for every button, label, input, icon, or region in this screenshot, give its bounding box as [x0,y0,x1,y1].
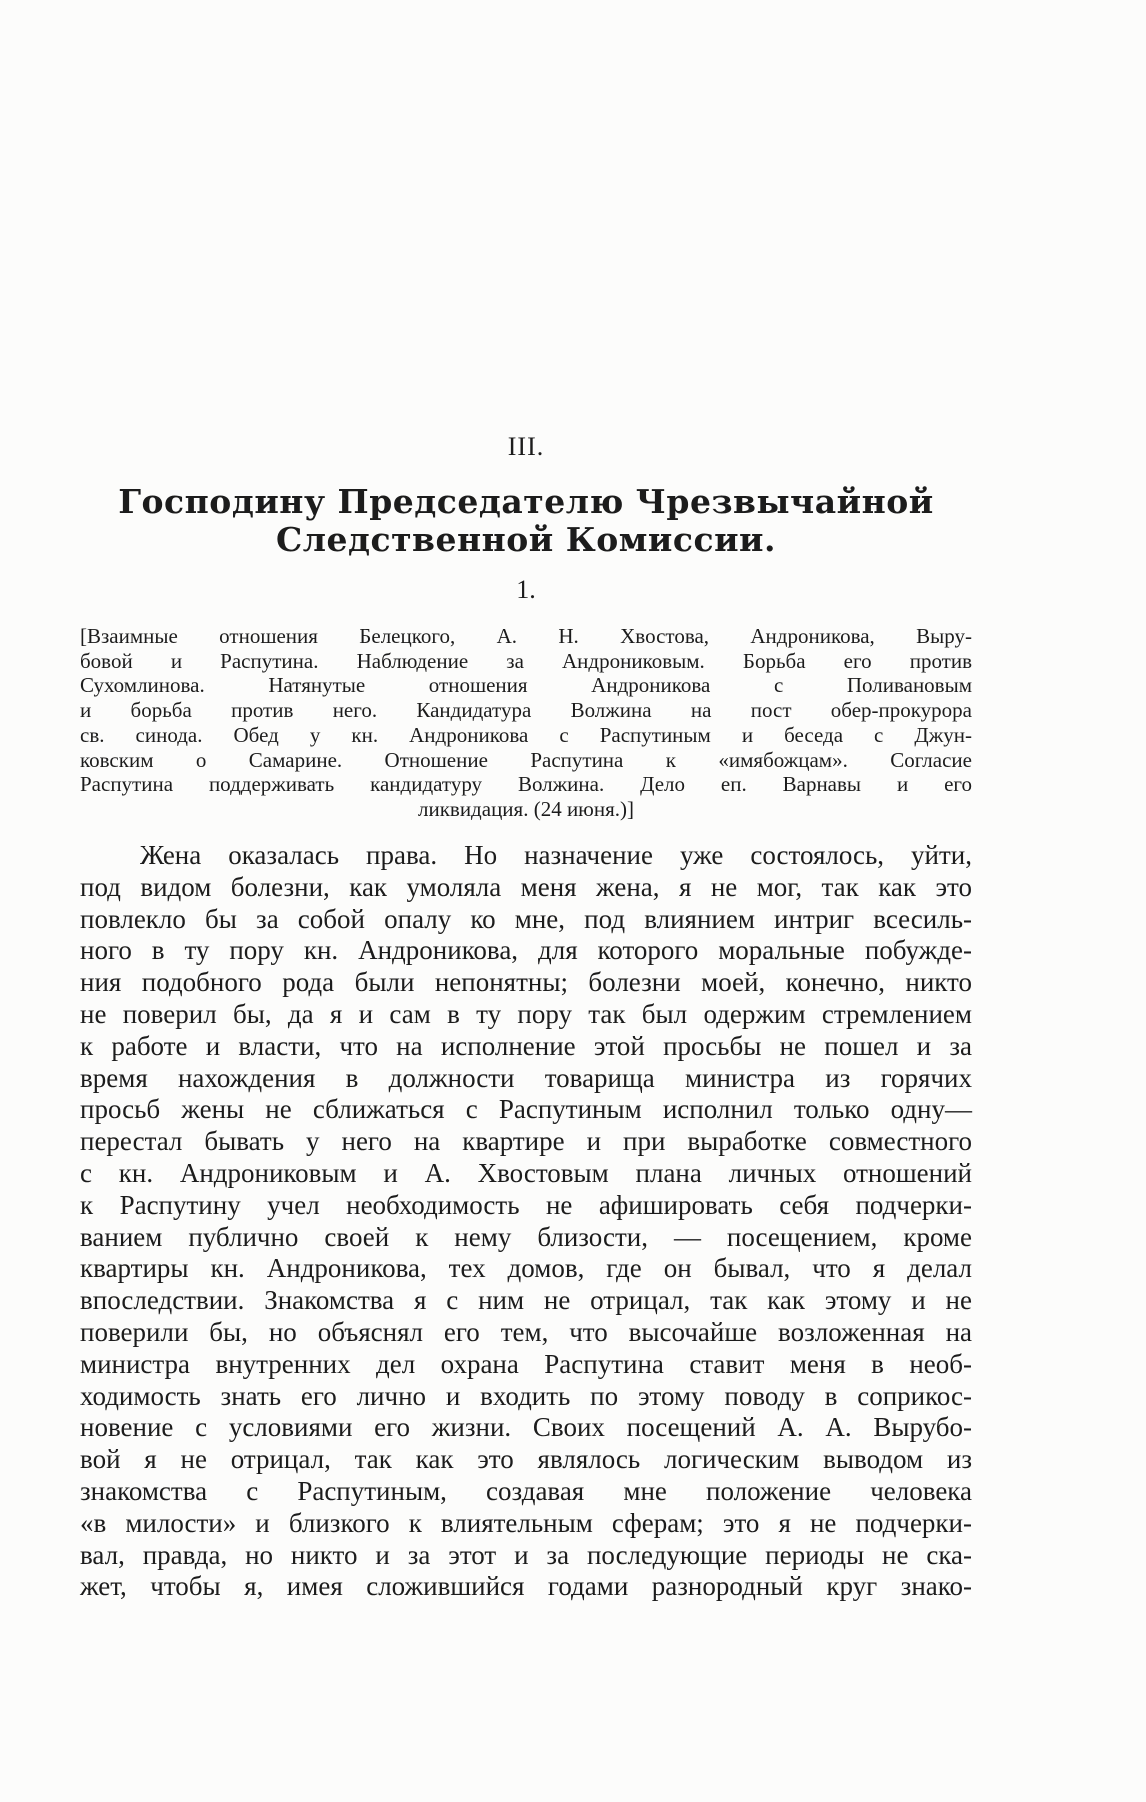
summary-line: Распутина поддерживать кандидатуру Волжина. Дело еп. Варнавы и его [80,772,972,797]
summary-line: св. синода. Обед у кн. Андроникова с Распутиным и беседа с Джун- [80,722,972,747]
body-line: квартиры кн. Андроникова, тех домов, где он бывал, что я делал [80,1253,972,1284]
body-line: новение с условиями его жизни. Своих посещений А. А. Вырубо- [80,1412,972,1443]
body-line: ния подобного рода были непонятны; болезни моей, конечно, никто [80,967,972,998]
summary-line: и борьба против него. Кандидатура Волжина на пост обер-прокурора [80,698,972,723]
body-line: время нахождения в должности товарища министра из горячих [80,1062,972,1093]
body-line: «в милости» и близкого к влиятельным сферам; это я не подчерки- [80,1507,972,1538]
body-line: вал, правда, но никто и за этот и за последующие периоды не ска- [80,1539,972,1570]
body-line: впоследствии. Знакомства я с ним не отрицал, так как этому и не [80,1285,972,1316]
body-line: министра внутренних дел охрана Распутина ставит меня в необ- [80,1348,972,1379]
body-line: не поверил бы, да я и сам в ту пору так был одержим стремлением [80,999,972,1029]
summary-line: Сухомлинова. Натянутые отношения Андроникова с Поливановым [80,673,972,698]
summary-line: бовой и Распутина. Наблюдение за Андрониковым. Борьба его против [80,648,972,673]
summary-line: ковским о Самарине. Отношение Распутина к «имябожцам». Согласие [80,747,972,772]
body-line: жет, чтобы я, имея сложившийся годами разнородный круг знако- [80,1571,972,1602]
body-line: ходимость знать его лично и входить по этому поводу в соприкос- [80,1380,972,1411]
body-line: перестал бывать у него на квартире и при выработке совместного [80,1126,972,1157]
body-line: ного в ту пору кн. Андроникова, для которого моральные побужде- [80,935,972,966]
heading-line-1: Господину Председателю Чрезвычайной [118,482,934,521]
body-line: вой я не отрицал, так как это являлось логическим выводом из [80,1444,972,1475]
summary-line: ликвидация. (24 июня.)] [417,796,635,821]
body-line: к работе и власти, что на исполнение этой просьбы не пошел и за [80,1030,972,1061]
body-line: с кн. Андрониковым и А. Хвостовым плана личных отношений [80,1158,972,1188]
section-number: III. [507,432,545,461]
body-line: просьб жены не сближаться с Распутиным исполнил только одну— [80,1094,972,1125]
body-line: под видом болезни, как умоляла меня жена, я не мог, так как это [80,871,972,902]
heading-line-2: Следственной Комиссии. [275,520,777,559]
body-line: ванием публично своей к нему близости, — посещением, кроме [80,1221,972,1252]
body-line: к Распутину учел необходимость не афишировать себя подчерки- [80,1189,972,1220]
summary-line: [Взаимные отношения Белецкого, А. Н. Хвостова, Андроникова, Выру- [80,624,972,648]
body-line: Жена оказалась права. Но назначение уже состоялось, уйти, [140,840,972,870]
body-line: поверили бы, но объяснял его тем, что высочайше возложенная на [80,1317,972,1347]
body-line: знакомства с Распутиным, создавая мне положение человека [80,1476,972,1506]
body-line: повлекло бы за собой опалу ко мне, под влиянием интриг всесиль- [80,903,972,934]
subsection-number: 1. [516,575,536,604]
